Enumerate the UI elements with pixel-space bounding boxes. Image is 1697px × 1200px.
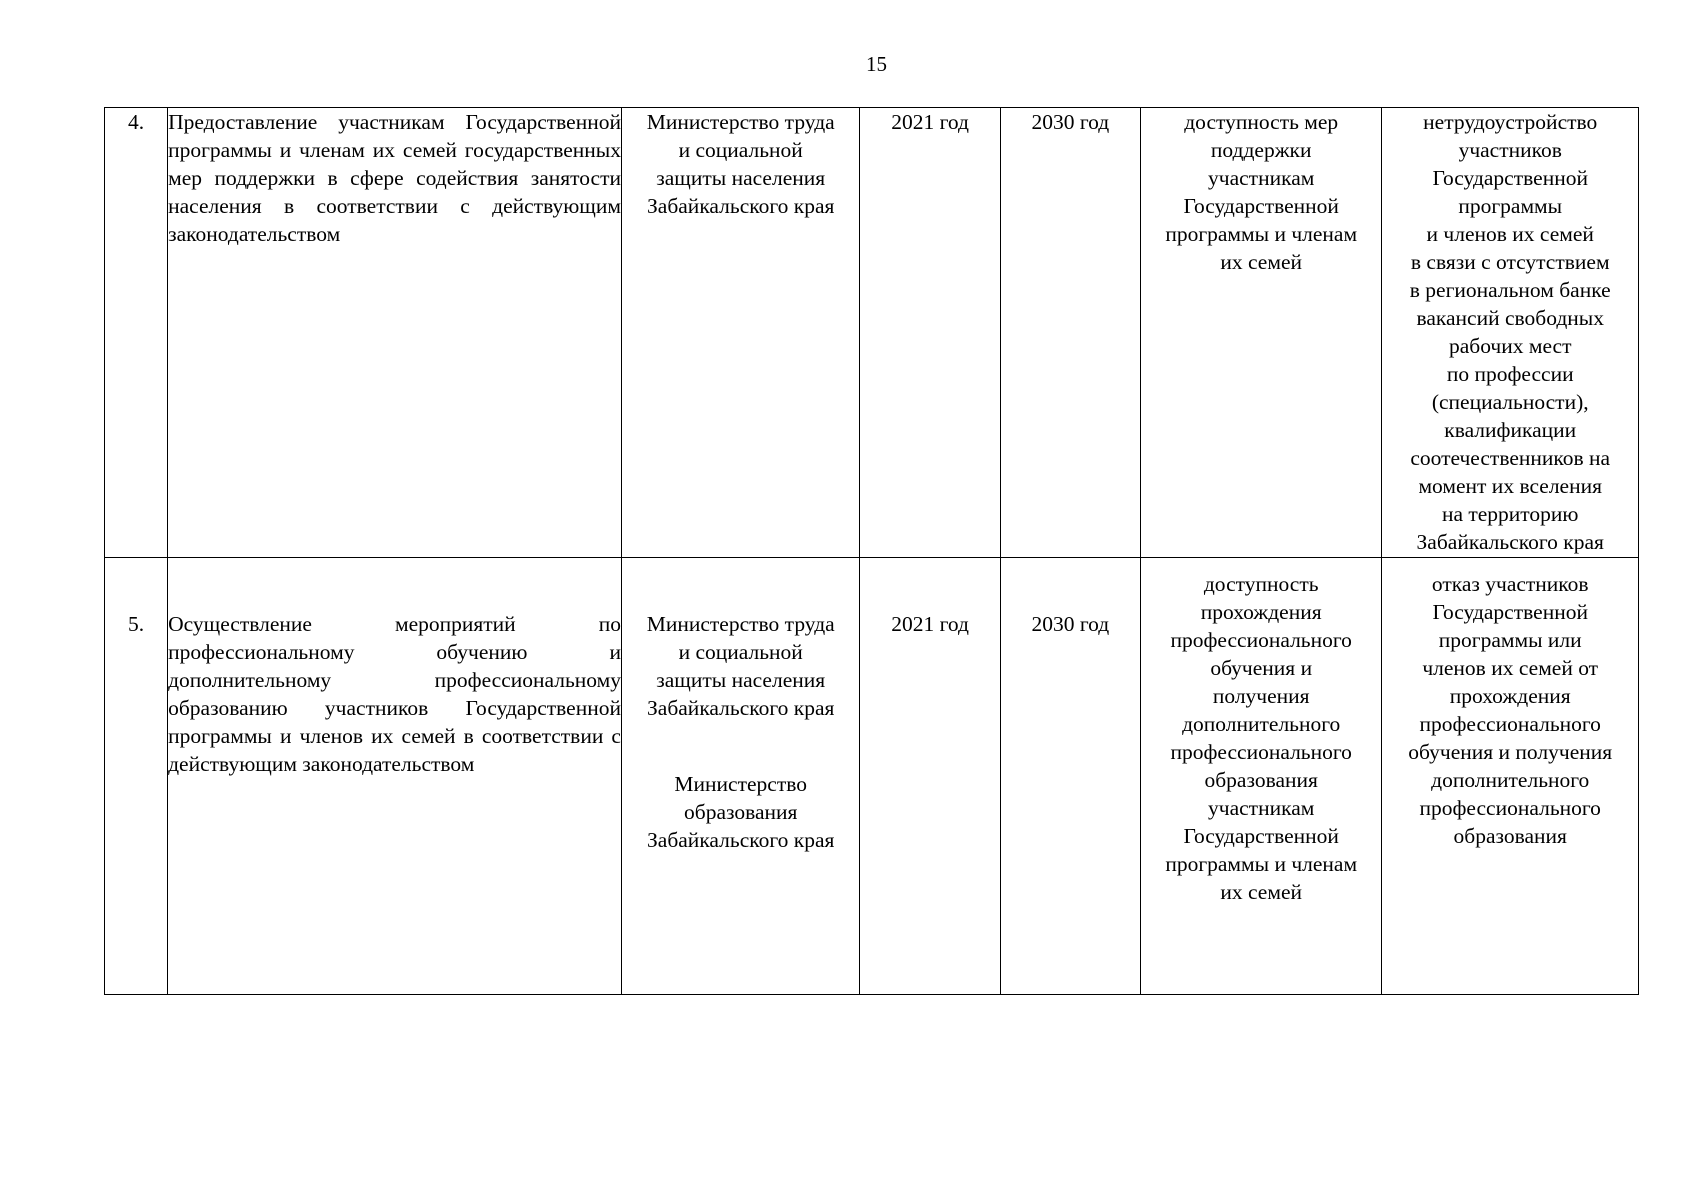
start-year: 2021 год — [860, 558, 1000, 995]
executor-cell — [621, 558, 859, 995]
end-year: 2030 год — [1000, 108, 1140, 558]
measures-table — [104, 107, 1639, 995]
start-year: 2021 год — [860, 108, 1000, 558]
executor-name: Министерство труда и социальной защиты населения Забайкальского края — [646, 110, 835, 218]
executor-cell — [621, 108, 859, 558]
executor-name: Министерство труда и социальной защиты населения Забайкальского края — [646, 612, 835, 720]
measure-name: Осуществление мероприятий по профессиональному обучению и дополнительному профессиональному образованию участников Государственной программы и членов их семей в соответствии с действующим законодательством — [168, 558, 622, 995]
expected-result: доступность прохождения профессионального обучения и получения дополнительного профессионального образования участникам Государственной программы и членам их семей — [1140, 558, 1381, 995]
expected-result: доступность мер поддержки участникам Государственной программы и членам их семей — [1140, 108, 1381, 558]
end-year: 2030 год — [1000, 558, 1140, 995]
table-row — [105, 108, 1639, 558]
measure-name: Предоставление участникам Государственной программы и членам их семей государственных мер поддержки в сфере содействия занятости населения в соответствии с действующим законодательством — [168, 108, 622, 558]
table-row — [105, 558, 1639, 995]
page-number: 15 — [866, 52, 887, 76]
executor-name-second: Министерство образования Забайкальского края — [647, 772, 835, 852]
risk-description: отказ участников Государственной программы или членов их семей от прохождения профессионального обучения и получения дополнительного профессионального образования — [1382, 558, 1639, 995]
row-number: 5. — [105, 558, 168, 995]
risk-description: нетрудоустройство участников Государственной программы и членов их семей в связи с отсутствием в региональном банке вакансий свободных рабочих мест по профессии (специальности), квалификации соотечественников на момент их вселения на территорию Забайкальского края — [1382, 108, 1639, 558]
row-number: 4. — [105, 108, 168, 558]
